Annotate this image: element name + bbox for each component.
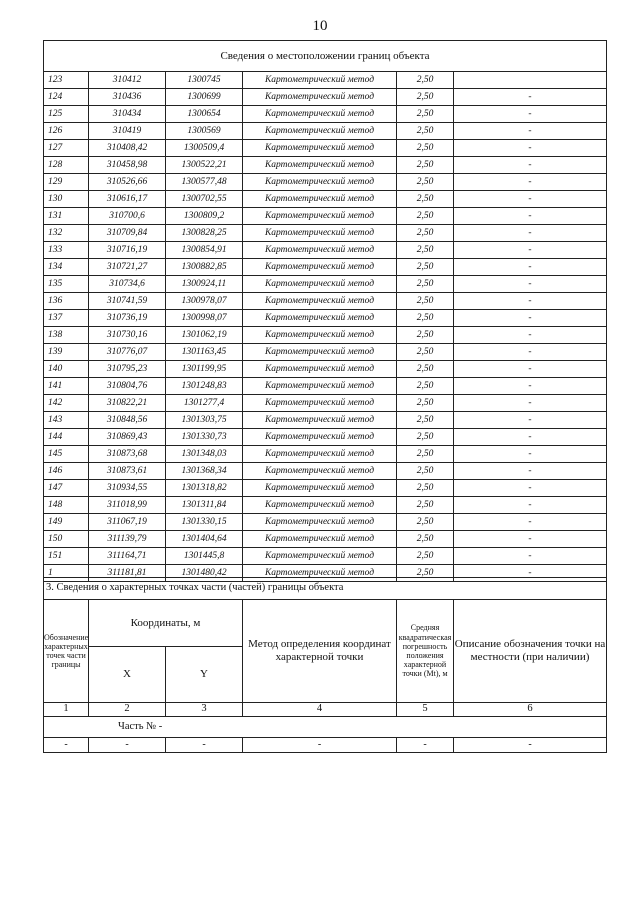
method-cell: Картометрический метод [243,327,397,344]
y-coordinate: 1301318,82 [166,480,243,497]
table-row [44,242,607,259]
empty-cell: - [166,738,243,753]
accuracy-cell: 2,50 [397,327,454,344]
accuracy-cell: 2,50 [397,106,454,123]
accuracy-cell: 2,50 [397,429,454,446]
table-row [44,327,607,344]
x-coordinate: 310700,6 [89,208,166,225]
part-label: Часть № - [44,717,607,738]
point-number: 126 [44,123,89,140]
table-row [44,446,607,463]
y-coordinate: 1301404,64 [166,531,243,548]
method-header: Метод определения координат характерной точки [243,600,397,703]
accuracy-cell: 2,50 [397,395,454,412]
accuracy-cell: 2,50 [397,480,454,497]
point-number: 125 [44,106,89,123]
coordinates-header: Координаты, м [89,600,243,647]
x-coordinate: 311181,81 [89,565,166,582]
section3-table [43,577,607,753]
x-coordinate: 310869,43 [89,429,166,446]
point-number: 131 [44,208,89,225]
accuracy-cell: 2,50 [397,174,454,191]
y-coordinate: 1301163,45 [166,344,243,361]
x-coordinate: 310526,66 [89,174,166,191]
method-cell: Картометрический метод [243,208,397,225]
table-row [44,412,607,429]
table-row [44,395,607,412]
point-number: 147 [44,480,89,497]
y-coordinate: 1301368,34 [166,463,243,480]
accuracy-cell: 2,50 [397,276,454,293]
x-coordinate: 310458,98 [89,157,166,174]
method-cell: Картометрический метод [243,344,397,361]
method-cell: Картометрический метод [243,531,397,548]
y-coordinate: 1301348,03 [166,446,243,463]
point-number: 140 [44,361,89,378]
table-row [44,89,607,106]
empty-cell: - [397,738,454,753]
table-row [44,378,607,395]
table-row [44,548,607,565]
description-cell: - [454,327,607,344]
x-coordinate: 310709,84 [89,225,166,242]
y-coordinate: 1301480,42 [166,565,243,582]
accuracy-cell: 2,50 [397,242,454,259]
description-cell: - [454,344,607,361]
accuracy-cell: 2,50 [397,259,454,276]
method-cell: Картометрический метод [243,225,397,242]
column-index: 2 [89,703,166,717]
description-cell: - [454,89,607,106]
x-coordinate: 310419 [89,123,166,140]
table-row [44,480,607,497]
point-number: 137 [44,310,89,327]
description-cell: - [454,106,607,123]
point-number: 129 [44,174,89,191]
table-row [44,514,607,531]
method-cell: Картометрический метод [243,157,397,174]
table-row [44,463,607,480]
table-row [44,174,607,191]
x-coordinate: 310721,27 [89,259,166,276]
point-number: 145 [44,446,89,463]
description-cell: - [454,242,607,259]
description-header: Описание обозначения точки на местности (при наличии) [454,600,607,703]
description-cell: - [454,514,607,531]
accuracy-cell: 2,50 [397,514,454,531]
y-coordinate: 1301248,83 [166,378,243,395]
accuracy-cell: 2,50 [397,310,454,327]
table-row [44,293,607,310]
accuracy-cell: 2,50 [397,378,454,395]
x-coordinate: 310734,6 [89,276,166,293]
column-index: 4 [243,703,397,717]
y-coordinate: 1300978,07 [166,293,243,310]
x-coordinate: 310873,68 [89,446,166,463]
y-coordinate: 1300509,4 [166,140,243,157]
x-coordinate: 311164,71 [89,548,166,565]
table-row [44,157,607,174]
description-cell: - [454,310,607,327]
method-cell: Картометрический метод [243,480,397,497]
description-cell: - [454,157,607,174]
accuracy-cell: 2,50 [397,361,454,378]
x-coordinate: 311067,19 [89,514,166,531]
description-cell: - [454,174,607,191]
description-cell: - [454,548,607,565]
column-index: 6 [454,703,607,717]
empty-cell: - [454,738,607,753]
point-number: 124 [44,89,89,106]
point-number: 151 [44,548,89,565]
method-cell: Картометрический метод [243,191,397,208]
description-cell: - [454,497,607,514]
table-row [44,106,607,123]
x-coordinate: 310741,59 [89,293,166,310]
description-cell: - [454,378,607,395]
x-coordinate: 310616,17 [89,191,166,208]
accuracy-cell: 2,50 [397,72,454,89]
point-number: 139 [44,344,89,361]
description-cell: - [454,429,607,446]
accuracy-cell: 2,50 [397,463,454,480]
x-coordinate: 310873,61 [89,463,166,480]
point-number: 132 [44,225,89,242]
column-index: 5 [397,703,454,717]
method-cell: Картометрический метод [243,123,397,140]
method-cell: Картометрический метод [243,106,397,123]
description-cell: - [454,140,607,157]
y-coordinate: 1300828,25 [166,225,243,242]
method-cell: Картометрический метод [243,565,397,582]
description-cell: - [454,480,607,497]
accuracy-header: Средняя квадратическая погрешность положения характерной точки (Mt), м [397,600,454,703]
description-cell: - [454,225,607,242]
table-row [44,123,607,140]
column-index: 1 [44,703,89,717]
point-number: 134 [44,259,89,276]
y-coordinate: 1301330,15 [166,514,243,531]
point-number: 136 [44,293,89,310]
y-coordinate: 1301199,95 [166,361,243,378]
x-coordinate: 311139,79 [89,531,166,548]
table-row [44,310,607,327]
method-cell: Картометрический метод [243,463,397,480]
x-coordinate: 310736,19 [89,310,166,327]
accuracy-cell: 2,50 [397,531,454,548]
description-cell: - [454,463,607,480]
x-coordinate: 310412 [89,72,166,89]
accuracy-cell: 2,50 [397,157,454,174]
description-cell: - [454,208,607,225]
y-coordinate: 1300702,55 [166,191,243,208]
method-cell: Картометрический метод [243,174,397,191]
point-number: 128 [44,157,89,174]
empty-cell: - [89,738,166,753]
table-row [44,344,607,361]
method-cell: Картометрический метод [243,514,397,531]
description-cell: - [454,293,607,310]
x-header: X [89,647,166,703]
accuracy-cell: 2,50 [397,225,454,242]
accuracy-cell: 2,50 [397,497,454,514]
y-coordinate: 1301062,19 [166,327,243,344]
y-coordinate: 1300745 [166,72,243,89]
accuracy-cell: 2,50 [397,293,454,310]
y-coordinate: 1301330,73 [166,429,243,446]
point-number: 135 [44,276,89,293]
x-coordinate: 310795,23 [89,361,166,378]
table-row [44,191,607,208]
x-coordinate: 310822,21 [89,395,166,412]
description-cell: - [454,259,607,276]
description-cell: - [454,412,607,429]
method-cell: Картометрический метод [243,361,397,378]
x-coordinate: 310934,55 [89,480,166,497]
y-coordinate: 1300569 [166,123,243,140]
method-cell: Картометрический метод [243,378,397,395]
method-cell: Картометрический метод [243,446,397,463]
method-cell: Картометрический метод [243,89,397,106]
x-coordinate: 310436 [89,89,166,106]
point-number: 1 [44,565,89,582]
point-number: 149 [44,514,89,531]
method-cell: Картометрический метод [243,429,397,446]
point-number: 123 [44,72,89,89]
accuracy-cell: 2,50 [397,208,454,225]
method-cell: Картометрический метод [243,259,397,276]
description-cell [454,72,607,89]
y-header: Y [166,647,243,703]
point-number: 133 [44,242,89,259]
page-number: 10 [312,18,328,34]
table-row [44,72,607,89]
accuracy-cell: 2,50 [397,412,454,429]
y-coordinate: 1300882,85 [166,259,243,276]
method-cell: Картометрический метод [243,140,397,157]
y-coordinate: 1300522,21 [166,157,243,174]
x-coordinate: 310776,07 [89,344,166,361]
x-coordinate: 310716,19 [89,242,166,259]
method-cell: Картометрический метод [243,548,397,565]
point-number: 127 [44,140,89,157]
table-row [44,276,607,293]
method-cell: Картометрический метод [243,310,397,327]
point-number: 141 [44,378,89,395]
section3-title: 3. Сведения о характерных точках части (частей) границы объекта [44,578,607,600]
description-cell: - [454,361,607,378]
x-coordinate: 310730,16 [89,327,166,344]
y-coordinate: 1300924,11 [166,276,243,293]
y-coordinate: 1300809,2 [166,208,243,225]
accuracy-cell: 2,50 [397,123,454,140]
point-number: 146 [44,463,89,480]
point-number: 150 [44,531,89,548]
table-row [44,140,607,157]
accuracy-cell: 2,50 [397,191,454,208]
y-coordinate: 1300699 [166,89,243,106]
y-coordinate: 1301311,84 [166,497,243,514]
x-coordinate: 310434 [89,106,166,123]
method-cell: Картометрический метод [243,242,397,259]
description-cell: - [454,565,607,582]
description-cell: - [454,395,607,412]
y-coordinate: 1301277,4 [166,395,243,412]
boundary-table [43,40,607,582]
x-coordinate: 311018,99 [89,497,166,514]
y-coordinate: 1301445,8 [166,548,243,565]
boundary-table-header: Сведения о местоположении границ объекта [44,41,607,72]
table-row [44,531,607,548]
method-cell: Картометрический метод [243,497,397,514]
point-number: 148 [44,497,89,514]
accuracy-cell: 2,50 [397,344,454,361]
designation-header: Обозначение характерных точек части границы [44,600,89,703]
x-coordinate: 310804,76 [89,378,166,395]
point-number: 130 [44,191,89,208]
table-row [44,259,607,276]
table-row [44,429,607,446]
method-cell: Картометрический метод [243,412,397,429]
x-coordinate: 310848,56 [89,412,166,429]
accuracy-cell: 2,50 [397,548,454,565]
y-coordinate: 1300854,91 [166,242,243,259]
table-row [44,361,607,378]
x-coordinate: 310408,42 [89,140,166,157]
description-cell: - [454,531,607,548]
table-row [44,497,607,514]
method-cell: Картометрический метод [243,276,397,293]
method-cell: Картометрический метод [243,395,397,412]
point-number: 138 [44,327,89,344]
method-cell: Картометрический метод [243,72,397,89]
y-coordinate: 1300998,07 [166,310,243,327]
y-coordinate: 1300654 [166,106,243,123]
point-number: 144 [44,429,89,446]
description-cell: - [454,276,607,293]
method-cell: Картометрический метод [243,293,397,310]
description-cell: - [454,446,607,463]
point-number: 142 [44,395,89,412]
table-row [44,208,607,225]
accuracy-cell: 2,50 [397,565,454,582]
point-number: 143 [44,412,89,429]
y-coordinate: 1300577,48 [166,174,243,191]
accuracy-cell: 2,50 [397,446,454,463]
empty-cell: - [44,738,89,753]
description-cell: - [454,191,607,208]
empty-cell: - [243,738,397,753]
accuracy-cell: 2,50 [397,140,454,157]
y-coordinate: 1301303,75 [166,412,243,429]
accuracy-cell: 2,50 [397,89,454,106]
table-row [44,225,607,242]
column-index: 3 [166,703,243,717]
description-cell: - [454,123,607,140]
